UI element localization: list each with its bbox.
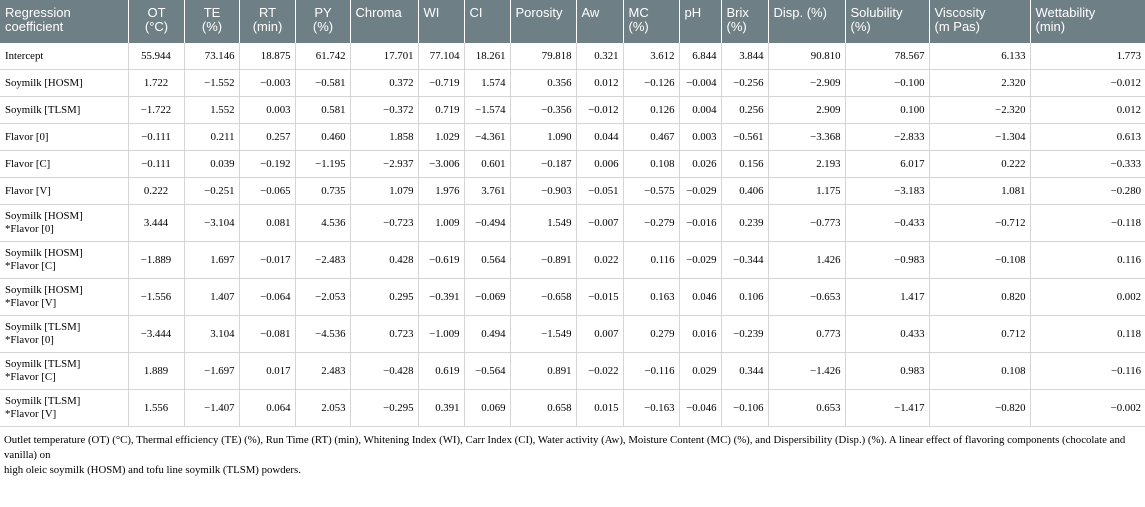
column-header (679, 0, 721, 43)
column-header-line-2: coefficient (5, 19, 64, 34)
table-cell: 0.460 (295, 124, 350, 151)
table-row (0, 242, 1145, 279)
table-row (0, 97, 1145, 124)
table-cell: −0.619 (418, 242, 464, 279)
table-cell: −0.719 (418, 70, 464, 97)
table-cell: 55.944 (128, 43, 184, 70)
table-cell: −0.433 (845, 205, 929, 242)
table-row (0, 390, 1145, 427)
table-cell: −0.344 (721, 242, 768, 279)
table-cell: −0.575 (623, 178, 679, 205)
table-cell: 0.126 (623, 97, 679, 124)
table-cell: 79.818 (510, 43, 576, 70)
column-header-line-1: Chroma (355, 5, 402, 20)
table-cell: −0.295 (350, 390, 418, 427)
column-header (418, 0, 464, 43)
table-cell: −0.723 (350, 205, 418, 242)
table-cell: 0.106 (721, 279, 768, 316)
column-header-line-2: (%) (726, 19, 747, 34)
header-row (0, 0, 1145, 43)
table-cell: 2.909 (768, 97, 845, 124)
table-cell: −0.391 (418, 279, 464, 316)
table-cell: 0.156 (721, 151, 768, 178)
table-cell: 0.773 (768, 316, 845, 353)
table-cell: 0.619 (418, 353, 464, 390)
table-cell: −0.106 (721, 390, 768, 427)
table-cell: 0.081 (239, 205, 295, 242)
column-header-line-1: TE (203, 5, 221, 20)
table-cell: −0.012 (1030, 70, 1145, 97)
table-cell: 1.175 (768, 178, 845, 205)
table-cell: −0.256 (721, 70, 768, 97)
row-label-line-1: Flavor [V] (5, 184, 51, 197)
table-cell: 0.256 (721, 97, 768, 124)
table-row (0, 353, 1145, 390)
table-cell: −2.909 (768, 70, 845, 97)
row-label (0, 279, 128, 316)
table-cell: −0.007 (576, 205, 623, 242)
column-header (464, 0, 510, 43)
row-label-line-1: Flavor [0] (5, 130, 49, 143)
column-header-line-2: (%) (201, 19, 223, 34)
table-cell: 1.556 (128, 390, 184, 427)
table-cell: −1.552 (184, 70, 239, 97)
table-cell: 0.712 (929, 316, 1030, 353)
row-label (0, 390, 128, 427)
table-cell: −0.051 (576, 178, 623, 205)
table-row (0, 279, 1145, 316)
row-label-line-1: Soymilk [TLSM] (5, 103, 81, 116)
table-cell: 0.467 (623, 124, 679, 151)
table-cell: 1.574 (464, 70, 510, 97)
table-cell: 0.108 (929, 353, 1030, 390)
table-cell: −0.029 (679, 178, 721, 205)
table-cell: 78.567 (845, 43, 929, 70)
table-cell: −0.111 (128, 151, 184, 178)
table-cell: −0.046 (679, 390, 721, 427)
table-cell: 0.723 (350, 316, 418, 353)
table-cell: 0.820 (929, 279, 1030, 316)
table-cell: 0.428 (350, 242, 418, 279)
table-cell: 1.552 (184, 97, 239, 124)
row-label (0, 205, 128, 242)
table-cell: 0.003 (239, 97, 295, 124)
column-header-line-1: Porosity (515, 5, 563, 20)
table-cell: 2.053 (295, 390, 350, 427)
table-cell: −0.118 (1030, 205, 1145, 242)
table-cell: −0.126 (623, 70, 679, 97)
table-cell: 1.889 (128, 353, 184, 390)
column-header (239, 0, 295, 43)
table-cell: −0.012 (576, 97, 623, 124)
table-cell: −0.069 (464, 279, 510, 316)
table-cell: −1.304 (929, 124, 1030, 151)
table-cell: 0.372 (350, 70, 418, 97)
row-label-line-2: *Flavor [C] (5, 371, 56, 383)
table-cell: −2.320 (929, 97, 1030, 124)
table-cell: 2.483 (295, 353, 350, 390)
table-cell: −0.712 (929, 205, 1030, 242)
table-row (0, 151, 1145, 178)
table-cell: −0.428 (350, 353, 418, 390)
table-cell: −1.574 (464, 97, 510, 124)
table-cell: −4.536 (295, 316, 350, 353)
table-cell: 0.069 (464, 390, 510, 427)
table-cell: 0.983 (845, 353, 929, 390)
table-cell: −0.100 (845, 70, 929, 97)
table-cell: 0.016 (679, 316, 721, 353)
table-cell: −0.116 (623, 353, 679, 390)
column-header-line-1: Viscosity (934, 5, 986, 20)
table-cell: −1.549 (510, 316, 576, 353)
table-cell: −1.722 (128, 97, 184, 124)
column-header (768, 0, 845, 43)
column-header (128, 0, 184, 43)
column-header-line-1: WI (423, 5, 440, 20)
table-cell: −1.195 (295, 151, 350, 178)
table-cell: 90.810 (768, 43, 845, 70)
table-cell: 0.891 (510, 353, 576, 390)
table-cell: 1.858 (350, 124, 418, 151)
table-cell: 0.613 (1030, 124, 1145, 151)
table-cell: −0.820 (929, 390, 1030, 427)
table-cell: 1.773 (1030, 43, 1145, 70)
table-cell: −2.833 (845, 124, 929, 151)
table-cell: −0.333 (1030, 151, 1145, 178)
row-label (0, 124, 128, 151)
table-cell: −3.183 (845, 178, 929, 205)
row-label-line-1: Soymilk [TLSM] (5, 395, 81, 407)
table-cell: −0.251 (184, 178, 239, 205)
row-label-line-1: Soymilk [HOSM] (5, 210, 83, 222)
column-header (295, 0, 350, 43)
row-label-line-1: Flavor [C] (5, 157, 51, 170)
table-cell: −1.407 (184, 390, 239, 427)
table-cell: −0.239 (721, 316, 768, 353)
table-header (0, 0, 1145, 43)
table-cell: 0.044 (576, 124, 623, 151)
row-label (0, 178, 128, 205)
table-cell: 3.444 (128, 205, 184, 242)
table-cell: −0.187 (510, 151, 576, 178)
table-cell: −0.891 (510, 242, 576, 279)
column-header (1030, 0, 1145, 43)
table-cell: 18.261 (464, 43, 510, 70)
table-cell: 1.029 (418, 124, 464, 151)
table-cell: 0.012 (1030, 97, 1145, 124)
column-header (845, 0, 929, 43)
table-cell: 0.017 (239, 353, 295, 390)
table-cell: 0.581 (295, 97, 350, 124)
table-cell: −0.983 (845, 242, 929, 279)
column-header-line-2: (%) (628, 19, 649, 34)
table-cell: 0.356 (510, 70, 576, 97)
table-cell: −0.192 (239, 151, 295, 178)
table-cell: −1.417 (845, 390, 929, 427)
table-cell: 1.697 (184, 242, 239, 279)
footnote-line-2: high oleic soymilk (HOSM) and tofu line soymilk (TLSM) powders. (4, 464, 301, 476)
column-header-line-1: PY (314, 5, 332, 20)
column-header (721, 0, 768, 43)
row-label (0, 242, 128, 279)
column-header (184, 0, 239, 43)
table-footnote (0, 427, 1145, 478)
table-row (0, 178, 1145, 205)
table-cell: 0.735 (295, 178, 350, 205)
column-header-line-2: (min) (1035, 19, 1066, 34)
footnote-line-1: Outlet temperature (OT) (°C), Thermal efficiency (TE) (%), Run Time (RT) (min), Whitening Index (WI), Carr Index (CI), Water activity (Aw), Moisture Content (MC) (%), and Dispersibility (Disp.) (%). A linear effect of flavoring components (chocolate and vanilla) on (4, 434, 1126, 461)
table-cell: −0.372 (350, 97, 418, 124)
table-cell: 0.026 (679, 151, 721, 178)
table-cell: 2.193 (768, 151, 845, 178)
table-cell: −0.029 (679, 242, 721, 279)
row-label-line-1: Soymilk [TLSM] (5, 358, 81, 370)
column-header-line-1: MC (628, 5, 649, 20)
table-cell: 3.844 (721, 43, 768, 70)
column-header-line-1: CI (469, 5, 483, 20)
row-label-line-2: *Flavor [0] (5, 334, 54, 346)
table-cell: −0.279 (623, 205, 679, 242)
table-cell: 0.116 (1030, 242, 1145, 279)
row-label (0, 151, 128, 178)
column-header (576, 0, 623, 43)
table-row (0, 205, 1145, 242)
table-cell: −0.564 (464, 353, 510, 390)
table-cell: 0.321 (576, 43, 623, 70)
table-cell: 61.742 (295, 43, 350, 70)
table-cell: −0.111 (128, 124, 184, 151)
table-cell: −2.483 (295, 242, 350, 279)
table-row (0, 124, 1145, 151)
table-cell: 1.407 (184, 279, 239, 316)
row-label-line-1: Soymilk [HOSM] (5, 76, 83, 89)
table-cell: 0.116 (623, 242, 679, 279)
table-cell: 0.211 (184, 124, 239, 151)
table-cell: 0.118 (1030, 316, 1145, 353)
table-cell: 0.022 (576, 242, 623, 279)
table-row (0, 43, 1145, 70)
table-cell: 0.719 (418, 97, 464, 124)
table-cell: 6.844 (679, 43, 721, 70)
table-cell: 1.079 (350, 178, 418, 205)
table-cell: 0.653 (768, 390, 845, 427)
table-cell: 6.133 (929, 43, 1030, 70)
row-label-line-1: Soymilk [TLSM] (5, 321, 81, 333)
table-cell: −0.108 (929, 242, 1030, 279)
table-cell: −1.556 (128, 279, 184, 316)
table-cell: −0.016 (679, 205, 721, 242)
column-header-line-1: OT (147, 5, 166, 20)
table-cell: 1.417 (845, 279, 929, 316)
column-header (929, 0, 1030, 43)
table-cell: −0.494 (464, 205, 510, 242)
row-label-line-2: *Flavor [C] (5, 260, 56, 272)
table-cell: 0.222 (128, 178, 184, 205)
table-cell: −1.426 (768, 353, 845, 390)
column-header (510, 0, 576, 43)
column-header (350, 0, 418, 43)
table-cell: −0.581 (295, 70, 350, 97)
table-cell: 0.002 (1030, 279, 1145, 316)
table-cell: 1.009 (418, 205, 464, 242)
table-cell: 0.007 (576, 316, 623, 353)
row-label-line-2: *Flavor [V] (5, 408, 57, 420)
table-cell: −0.081 (239, 316, 295, 353)
row-label (0, 316, 128, 353)
row-label (0, 353, 128, 390)
table-cell: 0.163 (623, 279, 679, 316)
table-cell: 3.612 (623, 43, 679, 70)
table-cell: 1.549 (510, 205, 576, 242)
row-label-line-2: *Flavor [V] (5, 297, 57, 309)
table-cell: 0.344 (721, 353, 768, 390)
table-cell: 0.004 (679, 97, 721, 124)
table-cell: 4.536 (295, 205, 350, 242)
table-body (0, 43, 1145, 427)
table-cell: 0.039 (184, 151, 239, 178)
table-cell: 17.701 (350, 43, 418, 70)
table-cell: 0.564 (464, 242, 510, 279)
table-cell: −3.006 (418, 151, 464, 178)
table-cell: −1.697 (184, 353, 239, 390)
table-cell: −0.017 (239, 242, 295, 279)
table-cell: −3.444 (128, 316, 184, 353)
table-cell: 0.064 (239, 390, 295, 427)
table-cell: 3.761 (464, 178, 510, 205)
row-label-line-2: *Flavor [0] (5, 223, 54, 235)
column-header (0, 0, 128, 43)
table-cell: −0.015 (576, 279, 623, 316)
table-cell: 0.295 (350, 279, 418, 316)
table-cell: 2.320 (929, 70, 1030, 97)
table-cell: −0.064 (239, 279, 295, 316)
column-header-line-2: (m Pas) (934, 19, 980, 34)
table-cell: −0.653 (768, 279, 845, 316)
table-cell: 0.406 (721, 178, 768, 205)
table-cell: −1.889 (128, 242, 184, 279)
column-header-line-1: pH (684, 5, 702, 20)
table-cell: 77.104 (418, 43, 464, 70)
row-label-line-1: Soymilk [HOSM] (5, 247, 83, 259)
table-cell: 1.976 (418, 178, 464, 205)
table-cell: 0.391 (418, 390, 464, 427)
table-row (0, 70, 1145, 97)
column-header-line-1: RT (258, 5, 277, 20)
table-cell: −2.937 (350, 151, 418, 178)
row-label (0, 97, 128, 124)
table-cell: −0.163 (623, 390, 679, 427)
column-header-line-1: Wettability (1035, 5, 1096, 20)
column-header-line-1: Regression (5, 5, 71, 20)
table-cell: −0.002 (1030, 390, 1145, 427)
table-cell: −0.003 (239, 70, 295, 97)
table-cell: −0.356 (510, 97, 576, 124)
table-cell: 1.090 (510, 124, 576, 151)
table-cell: 0.003 (679, 124, 721, 151)
table-cell: 73.146 (184, 43, 239, 70)
table-row (0, 316, 1145, 353)
table-cell: 0.494 (464, 316, 510, 353)
column-header-line-1: Disp. (%) (773, 5, 827, 20)
table-cell: −2.053 (295, 279, 350, 316)
column-header-line-2: (min) (252, 19, 283, 34)
table-cell: −4.361 (464, 124, 510, 151)
table-cell: 0.046 (679, 279, 721, 316)
table-cell: 0.257 (239, 124, 295, 151)
column-header-line-2: (°C) (144, 19, 169, 34)
row-label (0, 43, 128, 70)
table-cell: −0.065 (239, 178, 295, 205)
table-cell: −0.658 (510, 279, 576, 316)
row-label-line-1: Intercept (5, 49, 44, 62)
table-cell: 0.006 (576, 151, 623, 178)
table-cell: −1.009 (418, 316, 464, 353)
column-header-line-1: Brix (726, 5, 749, 20)
table-cell: 0.239 (721, 205, 768, 242)
column-header-line-1: Solubility (850, 5, 903, 20)
table-cell: −0.773 (768, 205, 845, 242)
table-cell: 1.081 (929, 178, 1030, 205)
table-cell: 1.722 (128, 70, 184, 97)
table-cell: −0.561 (721, 124, 768, 151)
table-cell: −0.022 (576, 353, 623, 390)
table-cell: 0.012 (576, 70, 623, 97)
table-cell: 0.601 (464, 151, 510, 178)
table-cell: 0.108 (623, 151, 679, 178)
table-cell: 0.222 (929, 151, 1030, 178)
table-cell: −0.004 (679, 70, 721, 97)
table-cell: −0.280 (1030, 178, 1145, 205)
table-cell: 0.433 (845, 316, 929, 353)
table-cell: 1.426 (768, 242, 845, 279)
row-label (0, 70, 128, 97)
column-header-line-2: (%) (850, 19, 871, 34)
table-cell: 0.015 (576, 390, 623, 427)
column-header-line-1: Aw (581, 5, 600, 20)
table-cell: −3.368 (768, 124, 845, 151)
column-header-line-2: (%) (312, 19, 334, 34)
table-cell: 0.100 (845, 97, 929, 124)
table-cell: 3.104 (184, 316, 239, 353)
table-cell: 0.029 (679, 353, 721, 390)
table-cell: 18.875 (239, 43, 295, 70)
table-cell: 0.279 (623, 316, 679, 353)
table-cell: −0.903 (510, 178, 576, 205)
row-label-line-1: Soymilk [HOSM] (5, 284, 83, 296)
table-cell: 0.658 (510, 390, 576, 427)
table-cell: −3.104 (184, 205, 239, 242)
table-cell: −0.116 (1030, 353, 1145, 390)
table-cell: 6.017 (845, 151, 929, 178)
column-header (623, 0, 679, 43)
